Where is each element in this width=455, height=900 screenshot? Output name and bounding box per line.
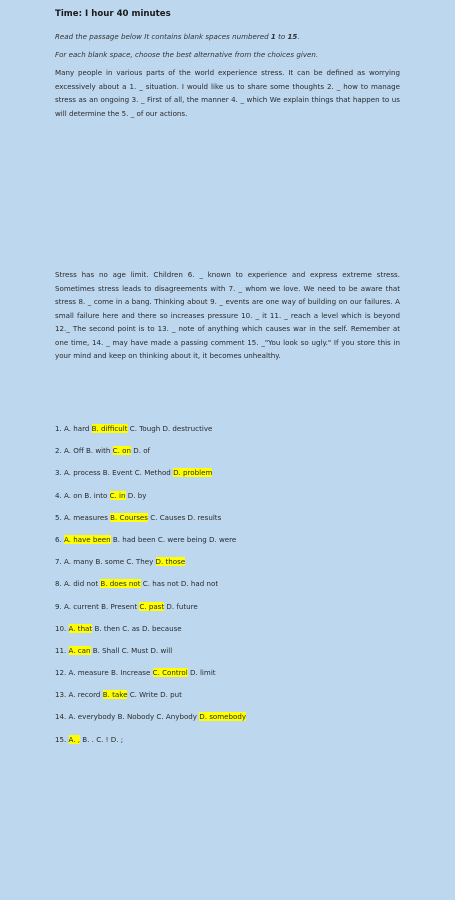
answer-pre: 2. A. Off B. with [55,446,113,456]
answer-highlight: A. that [68,623,93,633]
instruction-line-1 [55,31,400,42]
answer-row-3 [55,467,400,489]
passage-paragraph-1: Many people in various parts of the world experience stress. It can be defined as worrying excessively about a 1. _ situation. I would like us to share some thoughts 2. _ how to manage stress as an ongoing 3. _ First of all, the manner 4. _ which We explain things that happen to us will determine the 5. _ of our actions. [55,68,400,118]
instruction-end-number: 15 [287,32,298,41]
answer-row-10 [55,623,400,645]
answer-highlight: B. difficult [91,424,128,433]
answer-pre: 11. [55,645,69,655]
answer-row-13 [55,689,400,711]
answer-highlight: C. on [112,446,131,456]
answer-pre: 6. [55,534,65,544]
answer-post: B. then C. as D. because [92,623,182,633]
answer-pre: 1. A. hard [55,424,92,433]
instruction-text-e: . [297,32,300,41]
answer-post: D. limit [187,668,216,678]
answer-highlight: D. somebody [199,712,247,722]
answer-pre: 14. A. everybody B. Nobody C. Anybody [55,712,200,722]
answer-pre: 8. A. did not [55,579,101,589]
answer-pre: 12. A. measure B. Increase [55,668,153,678]
answer-row-7 [55,556,400,578]
answer-post: C. Causes D. results [148,512,222,522]
answer-row-6 [55,534,400,556]
answer-highlight: D. those [155,557,186,567]
answer-highlight: B. take [102,690,128,700]
answer-post: D. by [125,490,147,500]
answer-row-1 [55,423,400,445]
answer-pre: 7. A. many B. some C. They [55,557,156,567]
answer-row-15 [55,734,400,756]
answer-highlight: D. problem [173,468,213,478]
answer-highlight: A. can [68,645,91,655]
answer-post: B. Shall C. Must D. will [90,645,173,655]
answer-post: D. of [130,446,151,456]
answer-pre: 5. A. measures [55,512,111,522]
answer-highlight: B. does not [100,579,141,589]
answer-row-5 [55,512,400,534]
answer-pre: 13. A. record [55,690,103,700]
answer-row-4 [55,490,400,512]
answer-row-11 [55,645,400,667]
answer-post: C. Write D. put [127,690,182,700]
answer-highlight: C. past [139,601,165,611]
instruction-text-c: to [275,32,288,41]
answer-pre: 3. A. process B. Event C. Method [55,468,174,478]
answer-row-12 [55,667,400,689]
answer-row-9 [55,601,400,623]
answer-post: B. . C. ! D. ; [80,734,124,744]
answer-row-2 [55,445,400,467]
answer-pre: 10. [55,623,69,633]
answer-pre: 9. A. current B. Present [55,601,140,611]
instruction-line-2: For each blank space, choose the best alternative from the choices given. [55,50,319,59]
answer-row-8 [55,578,400,600]
answer-pre: 15. [55,734,69,744]
answer-post: C. has not D. had not [140,579,219,589]
passage-paragraph-2: Stress has no age limit. Children 6. _ known to experience and express extreme stress. Sometimes stress leads to disagreements with 7. _ whom we love. We need to be aware that stress 8. _ come in a bang. Thinking about 9. _ events are one way of building on our failures. A small failure here and there so increases pressure 10. _ it 11. _ reach a level which is beyond 12._ The second point is to 13. _ note of anything which causes war in the self. Remember at one time, 14. _ may have made a passing comment 15. _"You look so ugly." If you store this in your mind and keep on thinking about it, it becomes unhealthy. [55,270,400,360]
answer-post: C. Tough D. destructive [127,424,213,433]
answer-key-list [55,423,400,756]
answer-pre: 4. A. on B. into [55,490,110,500]
answer-highlight: C. in [109,490,126,500]
exam-time-title: Time: I hour 40 minutes [55,9,171,19]
instruction-start-number: 1 [270,32,276,41]
answer-row-14 [55,711,400,733]
answer-highlight: B. Courses [110,512,148,522]
answer-highlight: A. , [68,734,81,744]
answer-post: D. future [164,601,198,611]
instruction-text-a: Read the passage below It contains blank spaces numbered [55,32,271,41]
answer-highlight: C. Control [152,668,188,678]
answer-post: B. had been C. were being D. were [110,534,237,544]
answer-highlight: A. have been [64,534,111,544]
